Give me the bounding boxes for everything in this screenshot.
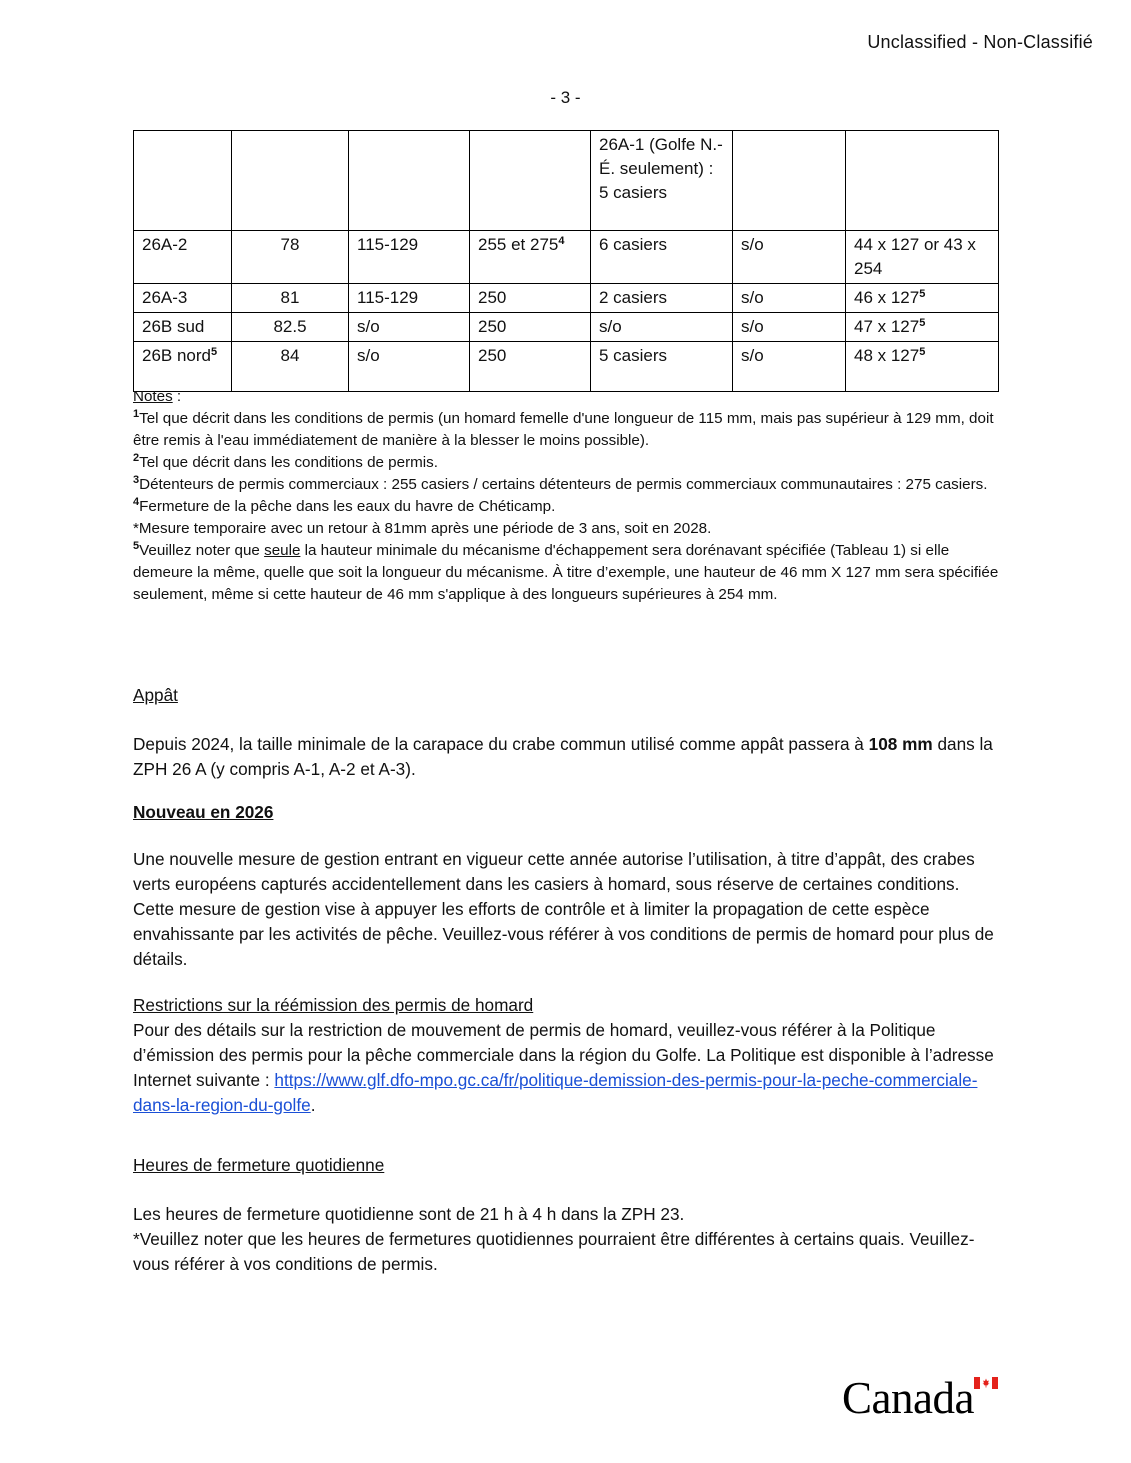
data-table <box>133 130 999 392</box>
table-cell: s/o <box>349 313 470 342</box>
table-cell: 250 <box>470 284 591 313</box>
policy-link[interactable]: https://www.glf.dfo-mpo.gc.ca/fr/politique-demission-des-permis-pour-la-peche-commerciale-dans-la-region-du-golfe <box>133 1070 978 1115</box>
table-cell <box>349 131 470 231</box>
footnote-ref: 5 <box>919 346 926 358</box>
note-3: $^3$Détenteurs de permis commerciaux : 255 casiers / certains détenteurs de permis commerciaux communautaires : 275 casiers. <box>133 474 988 493</box>
table-cell: s/o <box>733 231 846 284</box>
table-cell <box>846 131 999 231</box>
table-cell: 26B nord$^5$ <box>134 342 232 392</box>
canada-flag-icon <box>974 1377 998 1389</box>
footnote-ref: 5 <box>919 317 926 329</box>
table-row <box>134 131 999 231</box>
table-cell <box>232 131 349 231</box>
table-cell <box>733 131 846 231</box>
reissue-section <box>133 993 1003 1118</box>
new-2026-heading: Nouveau en 2026 <box>133 802 274 822</box>
footnote-ref: 4 <box>558 235 565 247</box>
table-cell: 5 casiers <box>591 342 733 392</box>
notes-title: Notes : <box>133 388 182 405</box>
table-cell: 47 x $127^5$ <box>846 313 999 342</box>
table-cell: 44 x 127 or 43 x 254 <box>846 231 999 284</box>
reissue-text: Pour des détails sur la restriction de mouvement de permis de homard, veuillez-vous référer à la Politique d’émission des permis pour la pêche commerciale dans la région du Golfe. La Politique est disponible à l’adresse Internet suivante : https://www.glf.dfo-mpo.gc.ca/fr/politique-demission-des-permis-pour-la-peche-commerciale-dans-la-region-du-golfe. <box>133 1020 994 1115</box>
canada-wordmark <box>842 1374 1002 1422</box>
page-number: - 3 - <box>550 88 581 107</box>
table-row <box>134 313 999 342</box>
closing-hours-line1: Les heures de fermeture quotidienne sont de 21 h à 4 h dans la ZPH 23. <box>133 1204 685 1224</box>
table-cell <box>134 131 232 231</box>
table-cell: 2 casiers <box>591 284 733 313</box>
table-cell: 115-129 <box>349 284 470 313</box>
table-cell: 48 x $127^5$ <box>846 342 999 392</box>
table-cell <box>470 131 591 231</box>
table-cell: 46 x $127^5$ <box>846 284 999 313</box>
note-2: $^2$Tel que décrit dans les conditions de permis. <box>133 452 438 471</box>
closing-hours-line2: *Veuillez noter que les heures de fermetures quotidiennes pourraient être différentes à certains quais. Veuillez-vous référer à vos conditions de permis. <box>133 1229 975 1274</box>
table-cell: 84 <box>232 342 349 392</box>
table-cell: 250 <box>470 342 591 392</box>
table-cell: 250 <box>470 313 591 342</box>
table-cell: s/o <box>733 313 846 342</box>
table-cell: 26B sud <box>134 313 232 342</box>
table-cell: 82.5 <box>232 313 349 342</box>
table-cell: 255 et $275^4$ <box>470 231 591 284</box>
notes-block <box>133 386 1003 606</box>
note-5: $^5$Veuillez noter que seule la hauteur minimale du mécanisme d'échappement sera dorénavant spécifiée (Tableau 1) si elle demeure la même, quelle que soit la longueur du mécanisme. À titre d’exemple, une hauteur de 46 mm X 127 mm sera spécifiée seulement, même si cette hauteur de 46 mm s'applique à des longueurs supérieures à 254 mm. <box>133 540 999 603</box>
table-cell: s/o <box>733 342 846 392</box>
table-cell: s/o <box>733 284 846 313</box>
table-cell: 78 <box>232 231 349 284</box>
table-cell: 26A-3 <box>134 284 232 313</box>
table-cell: 26A-1 (Golfe N.-É. seulement) : 5 casiers <box>591 131 733 231</box>
table-cell: 6 casiers <box>591 231 733 284</box>
note-4: $^4$Fermeture de la pêche dans les eaux du havre de Chéticamp. <box>133 496 556 515</box>
bait-heading: Appât <box>133 685 178 705</box>
table-row <box>134 342 999 392</box>
note-1: $^1$Tel que décrit dans les conditions de permis (un homard femelle d'une longueur de 115 mm, mais pas supérieur à 129 mm, doit être remis à l'eau immédiatement de manière à la blesser le moins possible). <box>133 408 994 449</box>
canada-wordmark-text: Canada <box>842 1373 974 1423</box>
closing-hours-section <box>133 1153 1003 1277</box>
bait-text: Depuis 2024, la taille minimale de la carapace du crabe commun utilisé comme appât passera à 108 mm dans la ZPH 26 A (y compris A-1, A-2 et A-3). <box>133 734 993 779</box>
classification-label: Unclassified - Non-Classifié <box>867 32 1093 52</box>
table-cell: 81 <box>232 284 349 313</box>
table-cell: 26A-2 <box>134 231 232 284</box>
table-row <box>134 284 999 313</box>
table-cell: 115-129 <box>349 231 470 284</box>
table-row <box>134 231 999 284</box>
table-cell: s/o <box>349 342 470 392</box>
note-star: *Mesure temporaire avec un retour à 81mm après une période de 3 ans, soit en 2028. <box>133 520 712 537</box>
new-2026-text: Une nouvelle mesure de gestion entrant en vigueur cette année autorise l’utilisation, à titre d’appât, des crabes verts européens capturés accidentellement dans les casiers à homard, sous réserve de certaines conditions. Cette mesure de gestion vise à appuyer les efforts de contrôle et à limiter la propagation de cette espèce envahissante par les activités de pêche. Veuillez-vous référer à vos conditions de permis de homard pour plus de détails. <box>133 849 994 969</box>
footnote-ref: 5 <box>919 288 926 300</box>
closing-hours-heading: Heures de fermeture quotidienne <box>133 1155 385 1175</box>
bait-section <box>133 683 1003 782</box>
footnote-ref: 5 <box>211 346 218 358</box>
reissue-heading: Restrictions sur la réémission des permis de homard <box>133 995 534 1015</box>
table-cell: s/o <box>591 313 733 342</box>
new-2026-section <box>133 800 1003 972</box>
